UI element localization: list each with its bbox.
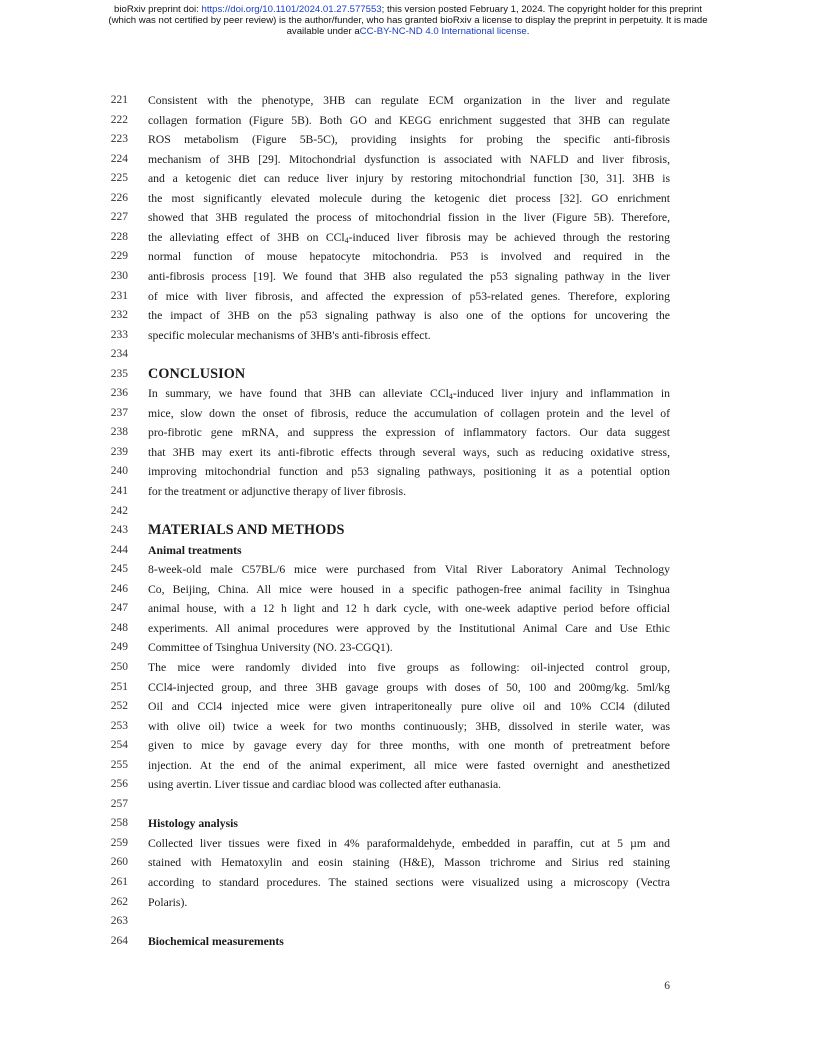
line-number: 262 <box>110 895 128 908</box>
text-line <box>0 599 816 619</box>
line-number: 230 <box>110 269 128 282</box>
line-number: 226 <box>110 191 128 204</box>
line-text-part: the alleviating effect of 3HB on CCl <box>148 230 345 244</box>
line-text-part: -induced liver injury and inflammation in <box>452 387 670 401</box>
text-line <box>0 541 816 561</box>
text-line <box>0 560 816 580</box>
line-number: 243 <box>110 524 128 537</box>
line-text <box>148 228 670 248</box>
line-number: 264 <box>110 934 128 947</box>
text-line <box>0 482 816 502</box>
line-text: CCl4-injected group, and three 3HB gavage groups with doses of 50, 100 and 200mg/kg. 5ml/kg <box>148 680 670 694</box>
text-line <box>0 932 816 952</box>
line-number: 257 <box>110 797 128 810</box>
line-text: that 3HB may exert its anti-fibrotic effects through several ways, such as reducing oxidative stress, <box>148 445 670 459</box>
line-text: stained with Hematoxylin and eosin staining (H&E), Masson trichrome and Sirius red staining <box>148 856 670 870</box>
text-line <box>0 873 816 893</box>
line-number: 240 <box>110 465 128 478</box>
line-number: 254 <box>110 739 128 752</box>
line-number: 232 <box>110 309 128 322</box>
line-text: the impact of 3HB on the p53 signaling pathway is also one of the options for uncovering the <box>148 309 670 323</box>
line-number: 251 <box>110 680 128 693</box>
text-line <box>0 247 816 267</box>
line-number: 247 <box>110 602 128 615</box>
line-number: 231 <box>110 289 128 302</box>
line-text: and a ketogenic diet can reduce liver injury by restoring mitochondrial function [30, 31]. 3HB is <box>148 172 670 186</box>
line-number: 255 <box>110 758 128 771</box>
text-line <box>0 423 816 443</box>
text-line <box>0 853 816 873</box>
line-number: 259 <box>110 836 128 849</box>
text-line <box>0 736 816 756</box>
text-line <box>0 697 816 717</box>
text-line <box>0 169 816 189</box>
text-line <box>0 893 816 913</box>
line-number: 227 <box>110 211 128 224</box>
text-line <box>0 658 816 678</box>
line-number: 263 <box>110 915 128 928</box>
line-number: 248 <box>110 621 128 634</box>
line-text: Consistent with the phenotype, 3HB can regulate ECM organization in the liver and regulate <box>148 94 670 107</box>
subsection-heading: Animal treatments <box>148 543 242 557</box>
text-line <box>0 189 816 209</box>
section-heading: CONCLUSION <box>148 365 246 382</box>
line-number: 225 <box>110 172 128 185</box>
line-number: 241 <box>110 485 128 497</box>
line-number: 236 <box>110 387 128 400</box>
line-text: Committee of Tsinghua University (NO. 23-CGQ1). <box>148 641 393 655</box>
line-text: animal house, with a 12 h light and 12 h dark cycle, with one-week adaptive period before official <box>148 602 670 616</box>
text-line <box>0 814 816 834</box>
line-number: 222 <box>110 113 128 126</box>
line-number: 260 <box>110 856 128 869</box>
text-line <box>0 345 816 365</box>
header-line-3: available under aCC-BY-NC-ND 4.0 International license. <box>286 26 530 37</box>
line-number: 252 <box>110 700 128 713</box>
line-text: The mice were randomly divided into five groups as following: oil-injected control group, <box>148 660 670 674</box>
text-line <box>0 365 816 385</box>
line-text: mice, slow down the onset of fibrosis, reduce the accumulation of collagen protein and the level of <box>148 406 670 420</box>
line-text: Oil and CCl4 injected mice were given intraperitoneally pure olive oil and 10% CCl4 (diluted <box>148 700 670 714</box>
line-text: using avertin. Liver tissue and cardiac blood was collected after euthanasia. <box>148 778 502 792</box>
line-number: 229 <box>110 250 128 263</box>
text-line <box>0 384 816 404</box>
text-line <box>0 580 816 600</box>
line-text: with olive oil) twice a week for two months continuously; 3HB, dissolved in sterile water, was <box>148 719 670 733</box>
line-number: 249 <box>110 641 128 654</box>
line-number: 244 <box>110 543 128 556</box>
line-number: 221 <box>110 94 128 106</box>
line-text <box>148 384 670 404</box>
text-line <box>0 756 816 776</box>
line-text: improving mitochondrial function and p53 signaling pathways, positioning it as a potential option <box>148 465 670 479</box>
text-line <box>0 130 816 150</box>
page-number: 6 <box>664 980 670 992</box>
text-line <box>0 287 816 307</box>
header-line-2: (which was not certified by peer review) is the author/funder, who has granted bioRxiv a license to display the preprint in perpetuity. It is made <box>108 15 708 26</box>
text-line <box>0 443 816 463</box>
line-number: 234 <box>110 348 128 361</box>
subsection-heading: Biochemical measurements <box>148 934 284 948</box>
header-line-1: bioRxiv preprint doi: https://doi.org/10.1101/2024.01.27.577553; this version posted February 1, 2024. The copyright holder for this preprint <box>114 4 702 15</box>
line-text: experiments. All animal procedures were approved by the Institutional Animal Care and Use Ethic <box>148 621 670 635</box>
text-line <box>0 208 816 228</box>
line-text: normal function of mouse hepatocyte mitochondria. P53 is involved and required in the <box>148 250 670 264</box>
text-line <box>0 306 816 326</box>
line-text: Collected liver tissues were fixed in 4% paraformaldehyde, embedded in paraffin, cut at 5 µm and <box>148 836 670 850</box>
line-text: pro-fibrotic gene mRNA, and suppress the expression of inflammatory factors. Our data suggest <box>148 426 670 440</box>
line-number: 238 <box>110 426 128 439</box>
text-line <box>0 521 816 541</box>
line-text: for the treatment or adjunctive therapy of liver fibrosis. <box>148 485 407 498</box>
line-text: according to standard procedures. The stained sections were visualized using a microscopy (Vectra <box>148 876 670 889</box>
line-text-part: -induced liver fibrosis may be achieved through the restoring <box>348 230 670 244</box>
line-text: showed that 3HB regulated the process of mitochondrial fission in the liver (Figure 5B). Therefore, <box>148 211 670 225</box>
line-text: 8-week-old male C57BL/6 mice were purchased from Vital River Laboratory Animal Technology <box>148 563 670 577</box>
line-text: injection. At the end of the animal experiment, all mice were fasted overnight and anesthetized <box>148 758 670 772</box>
line-text: Co, Beijing, China. All mice were housed in a specific pathogen-free animal facility in Tsinghua <box>148 582 670 596</box>
line-text: the most significantly elevated molecule during the ketogenic diet process [32]. GO enrichment <box>148 191 670 205</box>
text-line <box>0 775 816 795</box>
line-number: 242 <box>110 504 128 517</box>
line-text: given to mice by gavage every day for three months, with one month of pretreatment before <box>148 739 670 753</box>
text-line <box>0 267 816 287</box>
subscript: 4 <box>344 235 349 245</box>
text-line <box>0 717 816 737</box>
line-number: 245 <box>110 563 128 576</box>
text-line <box>0 404 816 424</box>
line-text: of mice with liver fibrosis, and affected the expression of p53-related genes. Therefore, exploring <box>148 289 670 303</box>
line-number: 235 <box>110 367 128 380</box>
text-line <box>0 678 816 698</box>
text-line <box>0 326 816 346</box>
line-text: ROS metabolism (Figure 5B-5C), providing insights for probing the specific anti-fibrosis <box>148 133 670 147</box>
text-line <box>0 462 816 482</box>
text-line <box>0 150 816 170</box>
text-line <box>0 795 816 815</box>
line-text: specific molecular mechanisms of 3HB's anti-fibrosis effect. <box>148 328 431 342</box>
line-text: anti-fibrosis process [19]. We found that 3HB also regulated the p53 signaling pathway in the liver <box>148 269 670 283</box>
line-text: mechanism of 3HB [29]. Mitochondrial dysfunction is associated with NAFLD and liver fibrosis, <box>148 152 670 166</box>
text-line <box>0 912 816 932</box>
text-line <box>0 638 816 658</box>
line-text: Polaris). <box>148 895 188 909</box>
line-number: 233 <box>110 328 128 341</box>
license-link[interactable]: CC-BY-NC-ND 4.0 International license <box>359 26 527 37</box>
section-heading: MATERIALS AND METHODS <box>148 522 345 539</box>
text-line <box>0 834 816 854</box>
line-number: 246 <box>110 582 128 595</box>
doi-link[interactable]: https://doi.org/10.1101/2024.01.27.577553 <box>201 4 382 15</box>
line-number: 228 <box>110 230 128 243</box>
text-line <box>0 502 816 522</box>
line-number: 250 <box>110 660 128 673</box>
preprint-header <box>0 4 816 37</box>
text-line <box>0 111 816 131</box>
text-line <box>0 91 816 111</box>
subscript: 4 <box>448 392 453 402</box>
text-line <box>0 228 816 248</box>
line-number: 237 <box>110 406 128 419</box>
line-number: 239 <box>110 445 128 458</box>
line-number: 258 <box>110 817 128 830</box>
line-number: 224 <box>110 152 128 165</box>
line-number: 261 <box>110 876 128 888</box>
text-line <box>0 619 816 639</box>
line-text-part: In summary, we have found that 3HB can alleviate CCl <box>148 387 449 401</box>
line-text: collagen formation (Figure 5B). Both GO and KEGG enrichment suggested that 3HB can regulate <box>148 113 670 127</box>
line-number: 256 <box>110 778 128 791</box>
line-number: 223 <box>110 133 128 146</box>
line-number: 253 <box>110 719 128 732</box>
subsection-heading: Histology analysis <box>148 817 238 831</box>
